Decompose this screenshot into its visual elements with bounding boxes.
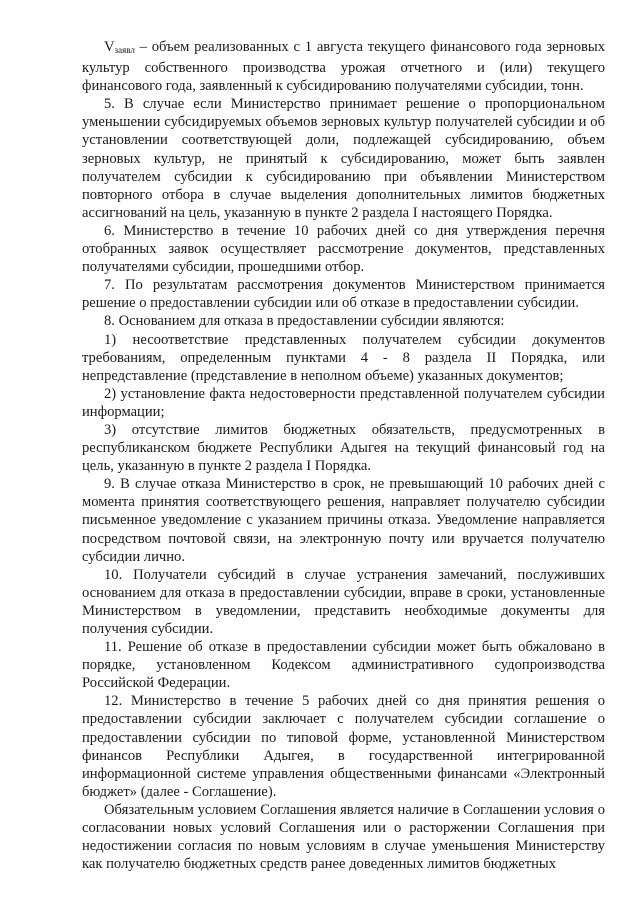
formula-variable-text: – объем реализованных с 1 августа текущего финансового года зерновых культур собственного производства урожая отчетного и (или) текущего финансового года, заявленный к субсидированию получателями субсидии, тонн. — [82, 39, 605, 95]
formula-variable-definition — [82, 38, 605, 95]
paragraph-7: 7. По результатам рассмотрения документов Министерством принимается решение о предоставлении субсидии или об отказе в предоставлении субсидии. — [82, 277, 605, 312]
formula-variable-subscript: заявл — [114, 45, 135, 55]
paragraph-10: 10. Получатели субсидий в случае устранения замечаний, послуживших основанием для отказа в предоставлении субсидии, вправе в сроки, установленные Министерством в уведомлении, представить необходимые документы для получения субсидии. — [82, 566, 605, 637]
paragraph-9: 9. В случае отказа Министерство в срок, не превышающий 10 рабочих дней с момента принятия соответствующего решения, направляет получателю субсидии письменное уведомление с указанием причины отказа. Уведомление направляется посредством почтовой связи, на электронную почту или вручается получателю субсидии лично. — [82, 476, 605, 565]
paragraph-agreement-condition: Обязательным условием Соглашения является наличие в Соглашении условия о согласовании новых условий Соглашения или о расторжении Соглашения при недостижении согласия по новым условиям в случае уменьшения Министерству как получателю бюджетных средств ранее доведенных лимитов бюджетных — [82, 801, 605, 873]
paragraph-6: 6. Министерство в течение 10 рабочих дней со дня утверждения перечня отобранных заявок осуществляет рассмотрение документов, представленных получателями субсидии, прошедшими отбор. — [82, 222, 605, 276]
paragraph-12: 12. Министерство в течение 5 рабочих дней со дня принятия решения о предоставлении субсидии заключает с получателем субсидии соглашение о предоставлении субсидии по типовой форме, установленной Министерством финансов Республики Адыгея, в государственной интегрированной информационной системе управления общественными финансами «Электронный бюджет» (далее - Соглашение). — [82, 693, 605, 800]
document-body — [82, 38, 605, 873]
paragraph-11: 11. Решение об отказе в предоставлении субсидии может быть обжаловано в порядке, установленном Кодексом административного судопроизводства Российской Федерации. — [82, 639, 605, 692]
paragraph-8-item-1: 1) несоответствие представленных получателем субсидии документов требованиям, определенным пунктами 4 - 8 раздела II Порядка, или непредставление (представление в неполном объеме) указанных документов; — [82, 331, 605, 384]
paragraph-8-item-2: 2) установление факта недостоверности представленной получателем субсидии информации; — [82, 385, 605, 420]
paragraph-8-item-3: 3) отсутствие лимитов бюджетных обязательств, предусмотренных в республиканском бюджете Республики Адыгея на текущий финансовый год на цель, указанную в пункте 2 раздела I Порядка. — [82, 421, 605, 475]
formula-variable-symbol: V — [104, 39, 115, 55]
paragraph-5: 5. В случае если Министерство принимает решение о пропорциональном уменьшении субсидируемых объемов зерновых культур получателей субсидии и об установлении соответствующей доли, подлежащей субсидированию, объем зерновых культур, не принятый к субсидированию, может быть заявлен получателем субсидии к субсидированию при объявлении Министерством повторного отбора в случае выделения дополнительных лимитов бюджетных ассигнований на цель, указанную в пункте 2 раздела I настоящего Порядка. — [82, 96, 605, 221]
paragraph-8: 8. Основанием для отказа в предоставлении субсидии являются: — [104, 313, 505, 330]
